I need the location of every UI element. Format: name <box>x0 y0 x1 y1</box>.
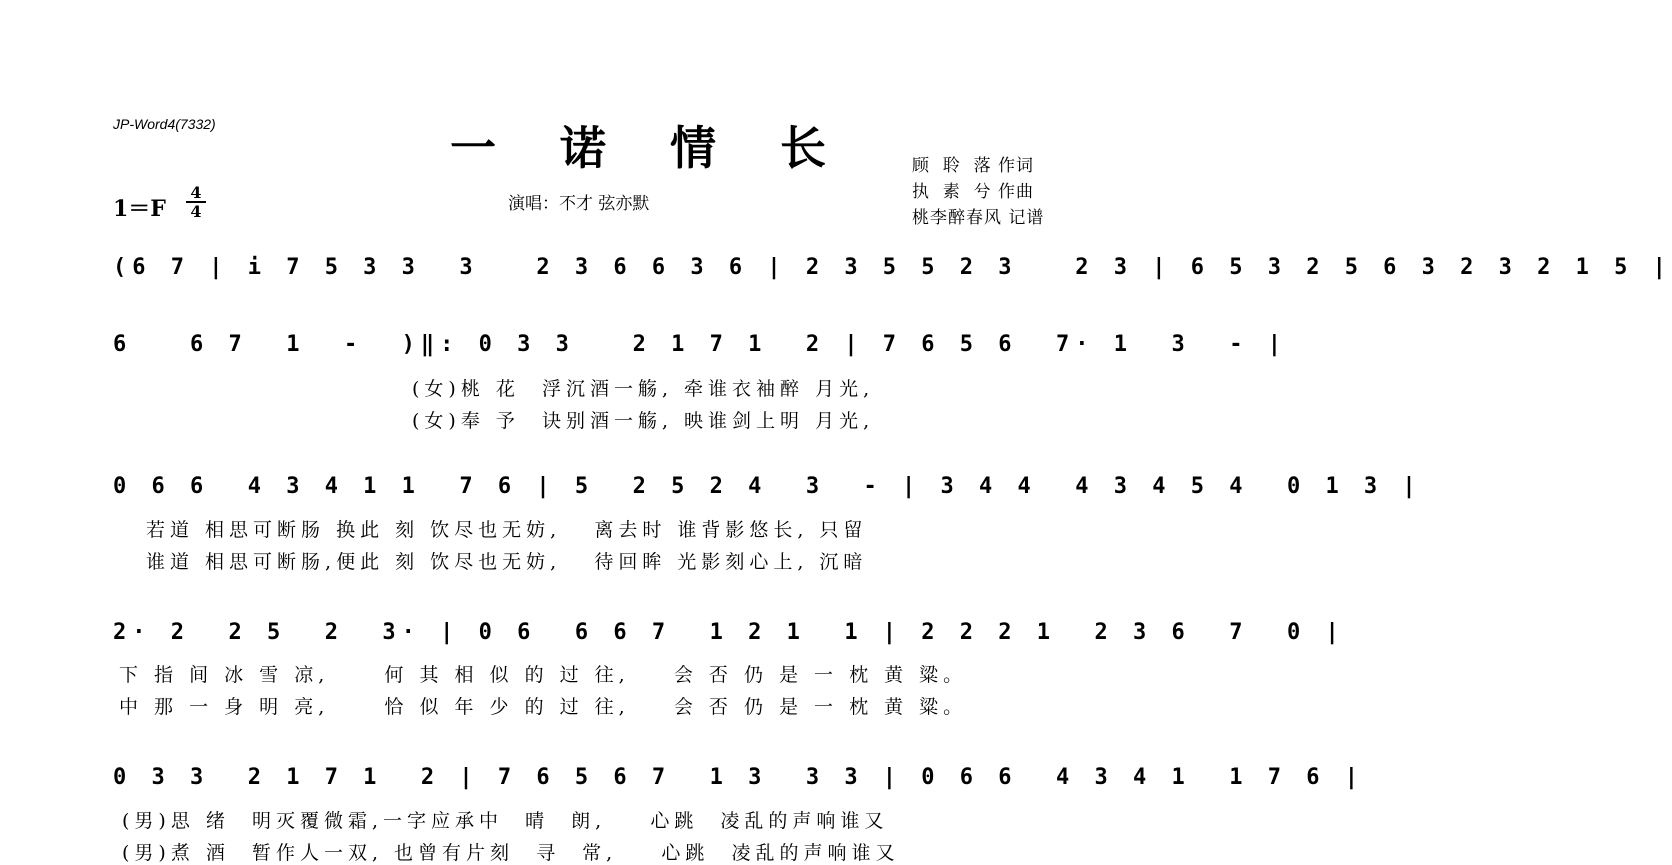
transcriber-credit: 桃李醉春风 记谱 <box>912 208 1045 228</box>
score-line-2-notes: 6 6 7 1 - )‖: 0 3 3 2 1 7 1 2 | 7 6 5 6 7· 1 3 - | <box>113 332 1287 357</box>
page-title: 一 诺 情 长 <box>450 121 851 175</box>
composer-credit: 执 素 兮 作曲 <box>912 182 1035 202</box>
score-line-2-lyrics-2: (女)奉 予 诀别酒一觞, 映谁剑上明 月光, <box>412 410 875 432</box>
score-line-1-notes: (6 7 | i 7 5 3 3 3 2 3 6 6 3 6 | 2 3 5 5 2 3 2 3 | 6 5 3 2 5 6 3 2 3 2 1 5 | <box>113 255 1672 280</box>
score-line-3-lyrics-1: 若道 相思可断肠 换此 刻 饮尽也无妨, 离去时 谁背影悠长, 只留 <box>146 519 868 541</box>
key-signature: 1＝F <box>113 196 166 222</box>
score-line-4-lyrics-1: 下 指 间 冰 雪 凉, 何 其 相 似 的 过 往, 会 否 仍 是 一 枕 黄 粱。 <box>119 664 968 686</box>
score-line-4-notes: 2· 2 2 5 2 3· | 0 6 6 6 7 1 2 1 1 | 2 2 2 1 2 3 6 7 0 | <box>113 620 1345 645</box>
score-line-5-lyrics-2: (男)煮 酒 暂作人一双, 也曾有片刻 寻 常, 心跳 凌乱的声响谁又 <box>122 842 900 864</box>
software-label: JP-Word4(7332) <box>113 116 216 132</box>
time-signature-bottom: 4 <box>190 202 202 221</box>
score-line-3-lyrics-2: 谁道 相思可断肠,便此 刻 饮尽也无妨, 待回眸 光影刻心上, 沉暗 <box>146 551 868 573</box>
singer-credit: 演唱：不才 弦亦默 <box>508 194 650 214</box>
score-line-2-lyrics-1: (女)桃 花 浮沉酒一觞, 牵谁衣袖醉 月光, <box>412 378 875 400</box>
lyricist-credit: 顾 聆 落 作词 <box>912 156 1035 176</box>
score-line-5-lyrics-1: (男)思 绪 明灭覆微霜,一字应承中 晴 朗, 心跳 凌乱的声响谁又 <box>122 810 889 832</box>
time-signature <box>186 184 206 220</box>
score-line-4-lyrics-2: 中 那 一 身 明 亮, 恰 似 年 少 的 过 往, 会 否 仍 是 一 枕 黄 粱。 <box>119 696 968 718</box>
score-line-5-notes: 0 3 3 2 1 7 1 2 | 7 6 5 6 7 1 3 3 3 | 0 6 6 4 3 4 1 1 7 6 | <box>113 765 1364 790</box>
time-signature-top: 4 <box>186 184 206 203</box>
score-line-3-notes: 0 6 6 4 3 4 1 1 7 6 | 5 2 5 2 4 3 - | 3 4 4 4 3 4 5 4 0 1 3 | <box>113 474 1422 499</box>
